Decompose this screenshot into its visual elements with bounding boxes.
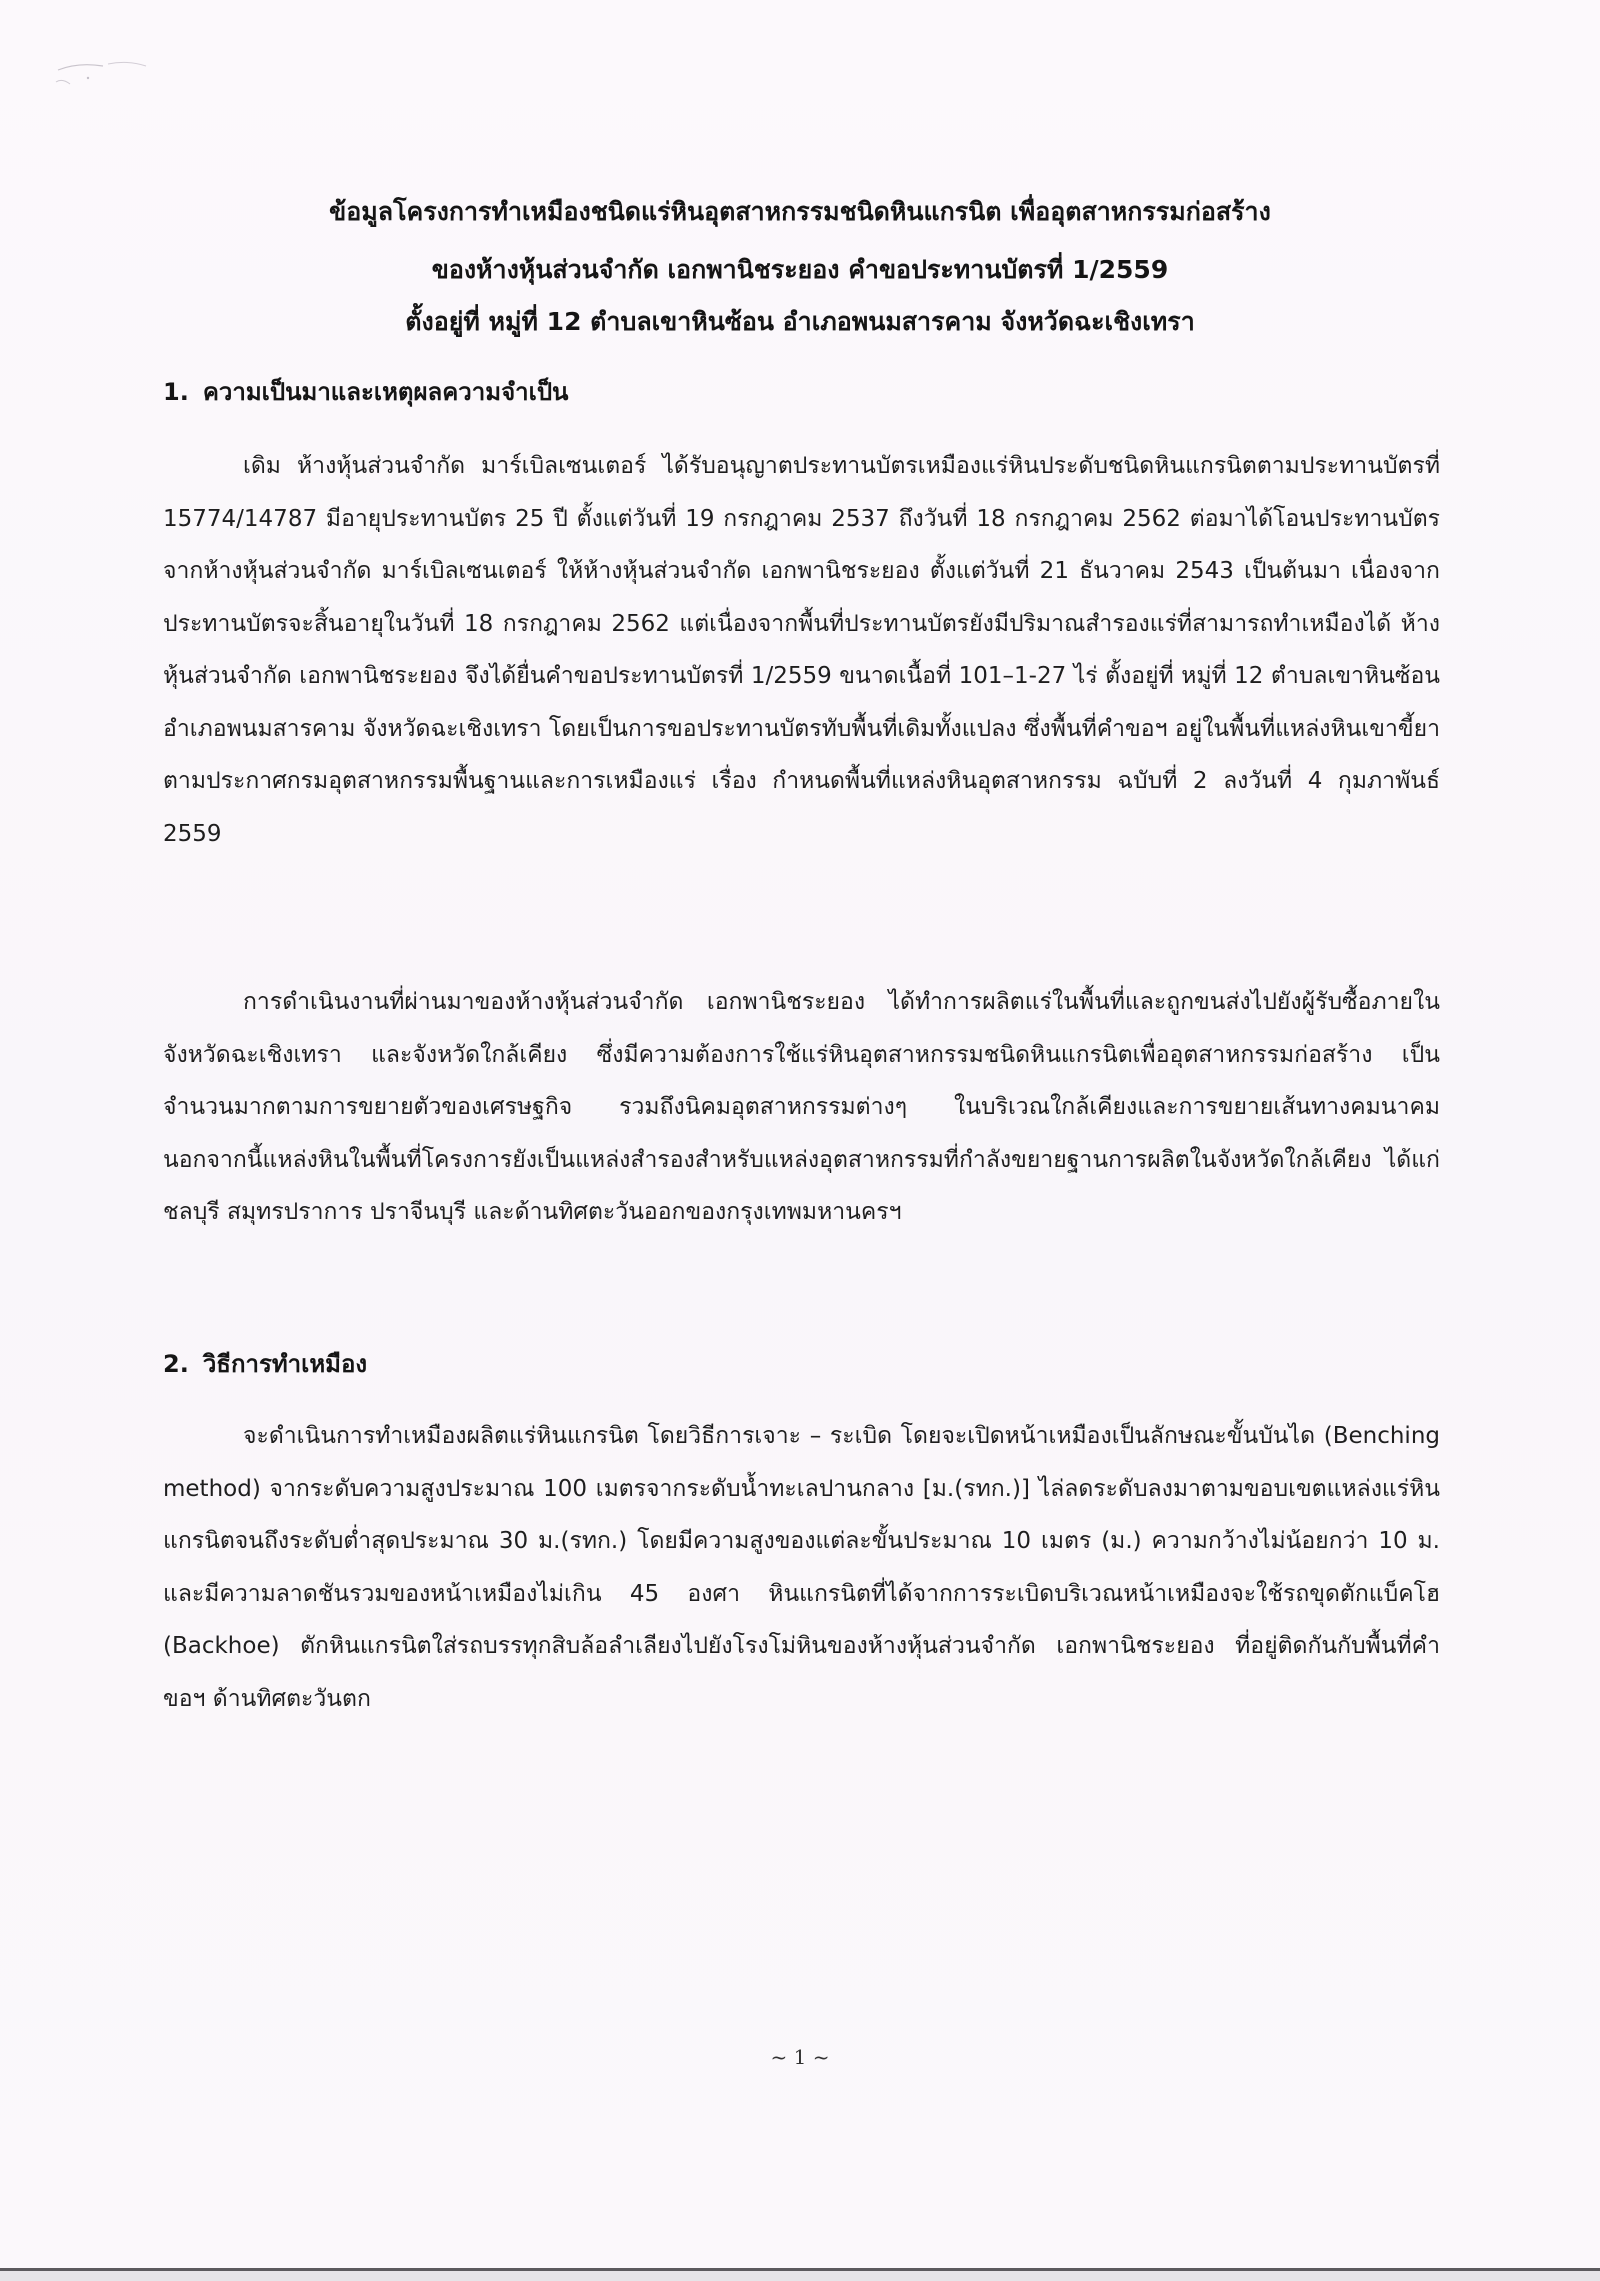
document-title-line-3: ตั้งอยู่ที่ หมู่ที่ 12 ตำบลเขาหินซ้อน อำเภอพนมสารคาม จังหวัดฉะเชิงเทรา [405, 307, 1195, 336]
section-1-heading [163, 372, 568, 411]
scan-artifact-mark [48, 52, 158, 92]
section-1-paragraph-1: เดิม ห้างหุ้นส่วนจำกัด มาร์เบิลเซนเตอร์ ได้รับอนุญาตประทานบัตรเหมืองแร่หินประดับชนิดหินแกรนิตตามประทานบัตรที่ 15774/14787 มีอายุประทานบัตร 25 ปี ตั้งแต่วันที่ 19 กรกฎาคม 2537 ถึงวันที่ 18 กรกฎาคม 2562 ต่อมาได้โอนประทานบัตรจากห้างหุ้นส่วนจำกัด มาร์เบิลเซนเตอร์ ให้ห้างหุ้นส่วนจำกัด เอกพานิชระยอง ตั้งแต่วันที่ 21 ธันวาคม 2543 เป็นต้นมา เนื่องจากประทานบัตรจะสิ้นอายุในวันที่ 18 กรกฎาคม 2562 แต่เนื่องจากพื้นที่ประทานบัตรยังมีปริมาณสำรองแร่ที่สามารถทำเหมืองได้ ห้างหุ้นส่วนจำกัด เอกพานิชระยอง จึงได้ยื่นคำขอประทานบัตรที่ 1/2559 ขนาดเนื้อที่ 101–1-27 ไร่ ตั้งอยู่ที่ หมู่ที่ 12 ตำบลเขาหินซ้อน อำเภอพนมสารคาม จังหวัดฉะเชิงเทรา โดยเป็นการขอประทานบัตรทับพื้นที่เดิมทั้งแปลง ซึ่งพื้นที่คำขอฯ อยู่ในพื้นที่แหล่งหินเขาขี้ยา ตามประกาศกรมอุตสาหกรรมพื้นฐานและการเหมืองแร่ เรื่อง กำหนดพื้นที่แหล่งหินอุตสาหกรรม ฉบับที่ 2 ลงวันที่ 4 กุมภาพันธ์ 2559 [163, 453, 1440, 847]
scan-bottom-fade [0, 2271, 1600, 2281]
section-2-paragraph-1: จะดำเนินการทำเหมืองผลิตแร่หินแกรนิต โดยวิธีการเจาะ – ระเบิด โดยจะเปิดหน้าเหมืองเป็นลักษณะขั้นบันได (Benching method) จากระดับความสูงประมาณ 100 เมตรจากระดับน้ำทะเลปานกลาง [ม.(รทก.)] ไล่ลดระดับลงมาตามขอบเขตแหล่งแร่หินแกรนิตจนถึงระดับต่ำสุดประมาณ 30 ม.(รทก.) โดยมีความสูงของแต่ละขั้นประมาณ 10 เมตร (ม.) ความกว้างไม่น้อยกว่า 10 ม. และมีความลาดชันรวมของหน้าเหมืองไม่เกิน 45 องศา หินแกรนิตที่ได้จากการระเบิดบริเวณหน้าเหมืองจะใช้รถขุดตักแบ็คโฮ (Backhoe) ตักหินแกรนิตใส่รถบรรทุกสิบล้อลำเลียงไปยังโรงโม่หินของห้างหุ้นส่วนจำกัด เอกพานิชระยอง ที่อยู่ติดกันกับพื้นที่คำขอฯ ด้านทิศตะวันตก [163, 1423, 1440, 1712]
document-title-line-2: ของห้างหุ้นส่วนจำกัด เอกพานิชระยอง คำขอประทานบัตรที่ 1/2559 [431, 255, 1169, 284]
section-2-title: วิธีการทำเหมือง [202, 1350, 368, 1378]
section-2-heading [163, 1344, 367, 1383]
section-1-title: ความเป็นมาและเหตุผลความจำเป็น [202, 378, 569, 406]
section-2-number: 2. [163, 1350, 189, 1378]
document-title-line-1: ข้อมูลโครงการทำเหมืองชนิดแร่หินอุตสาหกรรมชนิดหินแกรนิต เพื่ออุตสาหกรรมก่อสร้าง [329, 197, 1271, 226]
section-1-paragraph-2: การดำเนินงานที่ผ่านมาของห้างหุ้นส่วนจำกัด เอกพานิชระยอง ได้ทำการผลิตแร่ในพื้นที่และถูกขนส่งไปยังผู้รับซื้อภายในจังหวัดฉะเชิงเทรา และจังหวัดใกล้เคียง ซึ่งมีความต้องการใช้แร่หินอุตสาหกรรมชนิดหินแกรนิตเพื่ออุตสาหกรรมก่อสร้าง เป็นจำนวนมากตามการขยายตัวของเศรษฐกิจ รวมถึงนิคมอุตสาหกรรมต่างๆ ในบริเวณใกล้เคียงและการขยายเส้นทางคมนาคม นอกจากนี้แหล่งหินในพื้นที่โครงการยังเป็นแหล่งสำรองสำหรับแหล่งอุตสาหกรรมที่กำลังขยายฐานการผลิตในจังหวัดใกล้เคียง ได้แก่ ชลบุรี สมุทรปราการ ปราจีนบุรี และด้านทิศตะวันออกของกรุงเทพมหานครฯ [163, 989, 1440, 1225]
section-1-number: 1. [163, 378, 189, 406]
page-number: ~ 1 ~ [770, 2045, 830, 2069]
